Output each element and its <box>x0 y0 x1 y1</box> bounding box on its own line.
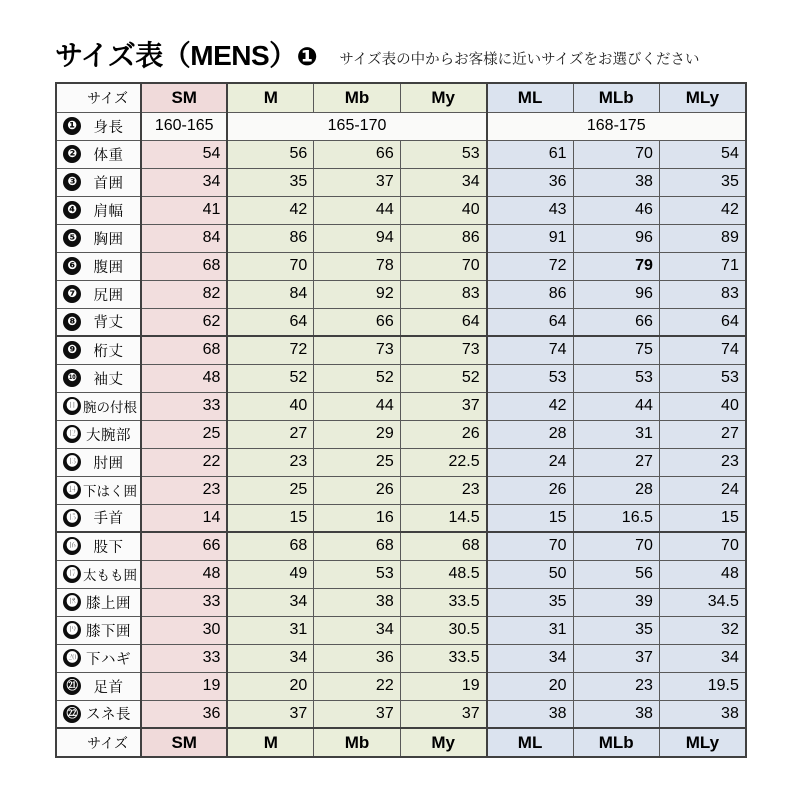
measurement-cell: 53 <box>487 364 573 392</box>
measurement-cell: 37 <box>227 700 313 728</box>
measurement-cell: 25 <box>227 476 313 504</box>
row-label-cell <box>56 280 141 308</box>
measurement-cell: 36 <box>487 168 573 196</box>
row-label-text: 袖丈 <box>93 371 124 388</box>
measurement-cell: 74 <box>659 336 745 364</box>
row-number-badge-icon: ⓳ <box>63 621 81 639</box>
row-label-text: 腕の付根 <box>83 400 137 415</box>
measurement-cell: 23 <box>141 476 227 504</box>
table-row <box>56 616 746 644</box>
row-number-badge-icon: ❾ <box>63 341 81 359</box>
measurement-cell: 68 <box>227 532 313 560</box>
measurement-cell: 23 <box>400 476 486 504</box>
measurement-cell: 15 <box>659 504 745 532</box>
measurement-cell: 46 <box>573 196 659 224</box>
measurement-cell: 70 <box>573 532 659 560</box>
measurement-cell: 44 <box>314 196 400 224</box>
measurement-cell: 49 <box>227 560 313 588</box>
measurement-cell: 82 <box>141 280 227 308</box>
row-label-text: 足首 <box>93 679 124 696</box>
table-row <box>56 476 746 504</box>
measurement-cell: 70 <box>487 532 573 560</box>
footer-column-header-my[interactable]: My <box>400 728 486 757</box>
row-label-cell <box>56 336 141 364</box>
row-label-text: 体重 <box>93 147 124 164</box>
column-header-mb[interactable]: Mb <box>314 83 400 112</box>
measurement-cell: 34 <box>487 644 573 672</box>
measurement-cell: 64 <box>659 308 745 336</box>
measurement-cell: 70 <box>227 252 313 280</box>
row-label-text: 股下 <box>93 539 124 556</box>
row-label-text: スネ長 <box>86 707 131 724</box>
measurement-cell: 53 <box>314 560 400 588</box>
page-title-badge-icon: ❶ <box>296 43 318 71</box>
measurement-cell: 34 <box>227 644 313 672</box>
row-label-cell <box>56 588 141 616</box>
column-header-m[interactable]: M <box>227 83 313 112</box>
column-header-my[interactable]: My <box>400 83 486 112</box>
page-title-text: サイズ表（MENS） <box>55 40 297 71</box>
measurement-cell: 30 <box>141 616 227 644</box>
footer-column-header-mb[interactable]: Mb <box>314 728 400 757</box>
measurement-cell: 96 <box>573 224 659 252</box>
row-label-text: 腹囲 <box>93 259 124 276</box>
measurement-cell: 61 <box>487 140 573 168</box>
row-label-cell <box>56 448 141 476</box>
row-label-cell <box>56 364 141 392</box>
row-number-badge-icon: ⓫ <box>63 397 81 415</box>
measurement-cell: 73 <box>400 336 486 364</box>
measurement-cell: 68 <box>314 532 400 560</box>
measurement-cell: 52 <box>400 364 486 392</box>
measurement-cell: 53 <box>400 140 486 168</box>
measurement-cell: 48 <box>659 560 745 588</box>
header-corner-label: サイズ <box>56 83 141 112</box>
measurement-cell: 39 <box>573 588 659 616</box>
measurement-cell: 64 <box>227 308 313 336</box>
measurement-cell: 37 <box>314 700 400 728</box>
column-header-mlb[interactable]: MLb <box>573 83 659 112</box>
height-range-cell: 160-165 <box>141 112 227 140</box>
table-row <box>56 560 746 588</box>
row-label-cell <box>56 672 141 700</box>
page-title <box>55 42 317 70</box>
measurement-cell: 28 <box>487 420 573 448</box>
table-row <box>56 504 746 532</box>
measurement-cell: 43 <box>487 196 573 224</box>
table-row <box>56 112 746 140</box>
measurement-cell: 84 <box>227 280 313 308</box>
measurement-cell: 36 <box>314 644 400 672</box>
measurement-cell: 66 <box>314 140 400 168</box>
measurement-cell: 28 <box>573 476 659 504</box>
footer-column-header-mlb[interactable]: MLb <box>573 728 659 757</box>
row-label-text: 胸囲 <box>93 231 124 248</box>
measurement-cell: 26 <box>487 476 573 504</box>
measurement-cell: 92 <box>314 280 400 308</box>
footer-column-header-m[interactable]: M <box>227 728 313 757</box>
row-label-text: 手首 <box>93 511 124 528</box>
row-label-text: 大腕部 <box>86 427 131 444</box>
row-label-text: 下ハギ <box>86 651 131 668</box>
table-row <box>56 448 746 476</box>
height-range-cell: 168-175 <box>487 112 746 140</box>
measurement-cell: 56 <box>573 560 659 588</box>
measurement-cell: 66 <box>573 308 659 336</box>
table-row <box>56 168 746 196</box>
row-label-cell <box>56 644 141 672</box>
measurement-cell: 20 <box>487 672 573 700</box>
table-row <box>56 308 746 336</box>
measurement-cell: 96 <box>573 280 659 308</box>
measurement-cell: 52 <box>314 364 400 392</box>
measurement-cell: 71 <box>659 252 745 280</box>
table-header-row <box>56 83 746 112</box>
measurement-cell: 48 <box>141 560 227 588</box>
measurement-cell: 70 <box>573 140 659 168</box>
measurement-cell: 54 <box>141 140 227 168</box>
table-row <box>56 392 746 420</box>
measurement-cell: 66 <box>314 308 400 336</box>
measurement-cell: 37 <box>573 644 659 672</box>
page-header <box>55 26 747 70</box>
row-label-cell <box>56 420 141 448</box>
row-label-cell <box>56 140 141 168</box>
measurement-cell: 83 <box>400 280 486 308</box>
measurement-cell: 38 <box>487 700 573 728</box>
row-label-cell <box>56 476 141 504</box>
row-number-badge-icon: ⓭ <box>63 453 81 471</box>
measurement-cell: 24 <box>487 448 573 476</box>
measurement-cell: 30.5 <box>400 616 486 644</box>
measurement-cell: 20 <box>227 672 313 700</box>
measurement-cell: 33 <box>141 644 227 672</box>
row-label-text: 膝下囲 <box>86 623 131 640</box>
measurement-cell: 48 <box>141 364 227 392</box>
measurement-cell: 84 <box>141 224 227 252</box>
table-row <box>56 700 746 728</box>
measurement-cell: 23 <box>573 672 659 700</box>
row-label-text: 膝上囲 <box>86 595 131 612</box>
measurement-cell: 52 <box>227 364 313 392</box>
measurement-cell: 38 <box>573 168 659 196</box>
measurement-cell: 44 <box>573 392 659 420</box>
measurement-cell: 66 <box>141 532 227 560</box>
measurement-cell: 14 <box>141 504 227 532</box>
row-label-cell <box>56 168 141 196</box>
measurement-cell: 22 <box>141 448 227 476</box>
measurement-cell: 91 <box>487 224 573 252</box>
measurement-cell: 36 <box>141 700 227 728</box>
measurement-cell: 33.5 <box>400 644 486 672</box>
row-label-cell <box>56 532 141 560</box>
measurement-cell: 79 <box>573 252 659 280</box>
table-row <box>56 420 746 448</box>
measurement-cell: 53 <box>573 364 659 392</box>
table-row <box>56 280 746 308</box>
measurement-cell: 34 <box>314 616 400 644</box>
measurement-cell: 34.5 <box>659 588 745 616</box>
measurement-cell: 27 <box>659 420 745 448</box>
row-number-badge-icon: ㉑ <box>63 677 81 695</box>
measurement-cell: 22.5 <box>400 448 486 476</box>
measurement-cell: 25 <box>314 448 400 476</box>
measurement-cell: 41 <box>141 196 227 224</box>
row-number-badge-icon: ❻ <box>63 257 81 275</box>
row-label-cell <box>56 504 141 532</box>
table-row <box>56 532 746 560</box>
row-label-text: 肩幅 <box>93 203 124 220</box>
measurement-cell: 62 <box>141 308 227 336</box>
table-row <box>56 140 746 168</box>
measurement-cell: 68 <box>141 336 227 364</box>
row-number-badge-icon: ⓲ <box>63 593 81 611</box>
measurement-cell: 27 <box>227 420 313 448</box>
measurement-cell: 31 <box>227 616 313 644</box>
measurement-cell: 86 <box>400 224 486 252</box>
row-number-badge-icon: ⓱ <box>63 565 81 583</box>
measurement-cell: 42 <box>659 196 745 224</box>
measurement-cell: 23 <box>227 448 313 476</box>
row-label-text: 首囲 <box>93 175 124 192</box>
footer-column-header-mly[interactable]: MLy <box>659 728 745 757</box>
measurement-cell: 15 <box>487 504 573 532</box>
measurement-cell: 37 <box>314 168 400 196</box>
measurement-cell: 35 <box>487 588 573 616</box>
measurement-cell: 38 <box>659 700 745 728</box>
row-number-badge-icon: ❼ <box>63 285 81 303</box>
measurement-cell: 64 <box>400 308 486 336</box>
measurement-cell: 26 <box>314 476 400 504</box>
measurement-cell: 33.5 <box>400 588 486 616</box>
measurement-cell: 35 <box>659 168 745 196</box>
row-number-badge-icon: ⓴ <box>63 649 81 667</box>
size-table <box>55 82 747 758</box>
row-number-badge-icon: ❸ <box>63 173 81 191</box>
measurement-cell: 56 <box>227 140 313 168</box>
column-header-ml[interactable]: ML <box>487 83 573 112</box>
measurement-cell: 31 <box>487 616 573 644</box>
measurement-cell: 78 <box>314 252 400 280</box>
measurement-cell: 35 <box>573 616 659 644</box>
row-label-cell <box>56 560 141 588</box>
row-label-cell <box>56 616 141 644</box>
measurement-cell: 19.5 <box>659 672 745 700</box>
measurement-cell: 19 <box>400 672 486 700</box>
height-range-cell: 165-170 <box>227 112 486 140</box>
table-row <box>56 672 746 700</box>
measurement-cell: 86 <box>227 224 313 252</box>
measurement-cell: 72 <box>227 336 313 364</box>
row-label-text: 肘囲 <box>93 455 124 472</box>
measurement-cell: 48.5 <box>400 560 486 588</box>
row-number-badge-icon: ㉒ <box>63 705 81 723</box>
row-label-cell <box>56 112 141 140</box>
measurement-cell: 26 <box>400 420 486 448</box>
measurement-cell: 72 <box>487 252 573 280</box>
measurement-cell: 68 <box>400 532 486 560</box>
measurement-cell: 14.5 <box>400 504 486 532</box>
measurement-cell: 35 <box>227 168 313 196</box>
measurement-cell: 42 <box>227 196 313 224</box>
row-number-badge-icon: ⓬ <box>63 425 81 443</box>
measurement-cell: 40 <box>227 392 313 420</box>
measurement-cell: 74 <box>487 336 573 364</box>
measurement-cell: 32 <box>659 616 745 644</box>
row-label-cell <box>56 308 141 336</box>
footer-column-header-sm[interactable]: SM <box>141 728 227 757</box>
measurement-cell: 40 <box>400 196 486 224</box>
measurement-cell: 42 <box>487 392 573 420</box>
row-label-cell <box>56 392 141 420</box>
measurement-cell: 33 <box>141 392 227 420</box>
measurement-cell: 16 <box>314 504 400 532</box>
row-number-badge-icon: ❺ <box>63 229 81 247</box>
measurement-cell: 33 <box>141 588 227 616</box>
measurement-cell: 16.5 <box>573 504 659 532</box>
size-table-container <box>55 82 745 758</box>
row-label-text: 太もも囲 <box>83 568 137 583</box>
measurement-cell: 50 <box>487 560 573 588</box>
measurement-cell: 15 <box>227 504 313 532</box>
row-label-text: 桁丈 <box>93 343 124 360</box>
measurement-cell: 86 <box>487 280 573 308</box>
table-row <box>56 364 746 392</box>
row-number-badge-icon: ❷ <box>63 145 81 163</box>
measurement-cell: 53 <box>659 364 745 392</box>
table-row <box>56 588 746 616</box>
measurement-cell: 37 <box>400 392 486 420</box>
footer-corner-label: サイズ <box>56 728 141 757</box>
measurement-cell: 75 <box>573 336 659 364</box>
row-number-badge-icon: ❽ <box>63 313 81 331</box>
table-row <box>56 252 746 280</box>
measurement-cell: 19 <box>141 672 227 700</box>
measurement-cell: 34 <box>227 588 313 616</box>
measurement-cell: 27 <box>573 448 659 476</box>
measurement-cell: 29 <box>314 420 400 448</box>
row-label-text: 身長 <box>93 119 124 136</box>
row-label-text: 尻囲 <box>93 287 124 304</box>
measurement-cell: 25 <box>141 420 227 448</box>
measurement-cell: 34 <box>659 644 745 672</box>
row-number-badge-icon: ⓮ <box>63 481 81 499</box>
measurement-cell: 54 <box>659 140 745 168</box>
table-row <box>56 224 746 252</box>
measurement-cell: 31 <box>573 420 659 448</box>
table-row <box>56 196 746 224</box>
row-label-cell <box>56 196 141 224</box>
column-header-mly[interactable]: MLy <box>659 83 745 112</box>
row-label-cell <box>56 224 141 252</box>
column-header-sm[interactable]: SM <box>141 83 227 112</box>
measurement-cell: 89 <box>659 224 745 252</box>
measurement-cell: 44 <box>314 392 400 420</box>
measurement-cell: 73 <box>314 336 400 364</box>
row-number-badge-icon: ❿ <box>63 369 81 387</box>
measurement-cell: 38 <box>573 700 659 728</box>
page-subtitle: サイズ表の中からお客様に近いサイズをお選びください <box>339 51 700 68</box>
measurement-cell: 38 <box>314 588 400 616</box>
table-row <box>56 644 746 672</box>
measurement-cell: 64 <box>487 308 573 336</box>
measurement-cell: 34 <box>141 168 227 196</box>
measurement-cell: 24 <box>659 476 745 504</box>
row-label-cell <box>56 252 141 280</box>
measurement-cell: 40 <box>659 392 745 420</box>
measurement-cell: 70 <box>659 532 745 560</box>
row-label-text: 下はく囲 <box>83 484 137 499</box>
measurement-cell: 22 <box>314 672 400 700</box>
measurement-cell: 68 <box>141 252 227 280</box>
table-footer-row <box>56 728 746 757</box>
measurement-cell: 37 <box>400 700 486 728</box>
row-label-text: 背丈 <box>93 315 124 332</box>
measurement-cell: 94 <box>314 224 400 252</box>
measurement-cell: 34 <box>400 168 486 196</box>
table-row <box>56 336 746 364</box>
measurement-cell: 70 <box>400 252 486 280</box>
row-number-badge-icon: ❹ <box>63 201 81 219</box>
measurement-cell: 83 <box>659 280 745 308</box>
row-label-cell <box>56 700 141 728</box>
row-number-badge-icon: ⓰ <box>63 537 81 555</box>
footer-column-header-ml[interactable]: ML <box>487 728 573 757</box>
row-number-badge-icon: ⓯ <box>63 509 81 527</box>
measurement-cell: 23 <box>659 448 745 476</box>
row-number-badge-icon: ❶ <box>63 117 81 135</box>
